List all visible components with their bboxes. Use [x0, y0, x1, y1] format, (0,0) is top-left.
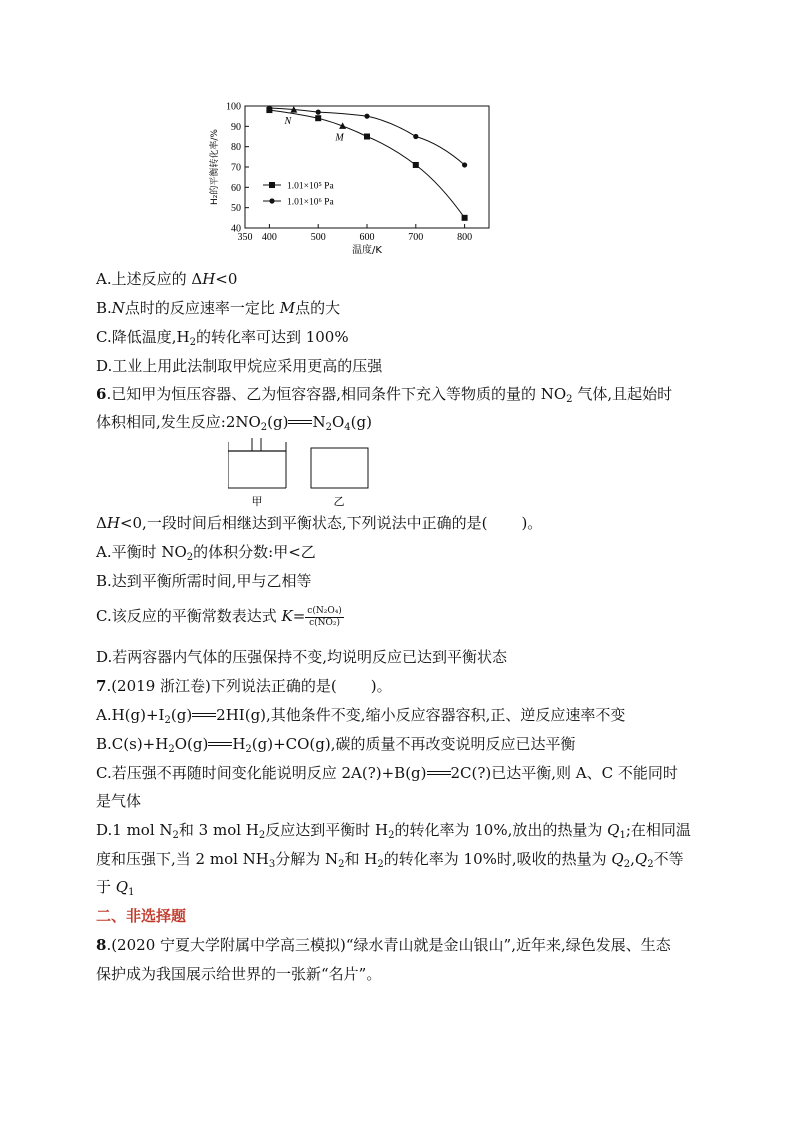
equilibrium-constant-fraction: $\frac{\text{c(N₂O₄)}}{\text{c(NO₂)}}$ [307, 605, 342, 628]
vessel-left-label: 甲 [251, 495, 263, 508]
conversion-chart [200, 98, 500, 263]
point-label: M [335, 132, 344, 144]
q7-option-d-line3: 于 $Q_1$ [96, 878, 135, 898]
q7-number: 7 [96, 677, 107, 695]
q6-stem-line3: ΔH<0,一段时间后相继达到平衡状态,下列说法中正确的是( )。 [96, 514, 543, 532]
y-tick-label: 70 [231, 162, 241, 174]
data-point [364, 114, 369, 119]
q6-number: 6 [96, 385, 107, 403]
x-tick-label: 400 [261, 232, 277, 243]
vessel-right-label: 乙 [333, 495, 345, 508]
legend-label: 1.01×10⁶ Pa [287, 197, 334, 208]
q7-option-d-line2: 度和压强下,当 2 mol $NH_3$分解为 $N_2$和 $H_2$的转化率为 10%时,吸收的热量为 $Q_2,Q_2$不等 [96, 850, 684, 870]
legend-marker [269, 198, 274, 203]
equilibrium-arrow-icon [288, 417, 312, 427]
data-point [316, 110, 321, 115]
data-point [462, 215, 468, 221]
x-tick-label: 350 [237, 232, 253, 243]
q7-option-d-line1: D.1 mol $N_2$和 3 mol $H_2$反应达到平衡时 $H_2$的转化率为 10%,放出的热量为 $Q_1$;在相同温 [96, 821, 691, 841]
y-axis-label: H₂的平衡转化率/% [210, 129, 220, 205]
legend-label: 1.01×10⁵ Pa [287, 181, 334, 192]
equilibrium-arrow-icon [427, 768, 451, 778]
q6-option-c: C.该反应的平衡常数表达式 K= $\frac{\text{c(N₂O₄)}}{\text{c(NO₂)}}$ [96, 605, 342, 628]
data-point [462, 162, 467, 167]
y-tick-label: 90 [231, 121, 241, 133]
q8-stem-line1: 8.(2020 宁夏大学附属中学高三模拟)“绿水青山就是金山银山”,近年来,绿色发展、生态 [96, 936, 671, 954]
equilibrium-arrow-icon [192, 710, 216, 720]
data-point [413, 162, 419, 168]
y-tick-label: 50 [231, 203, 241, 215]
vessel-constant-volume [311, 448, 368, 488]
vessel-constant-pressure [228, 438, 286, 488]
y-tick-label: 40 [231, 223, 241, 235]
q6-option-b: B.达到平衡所需时间,甲与乙相等 [96, 572, 312, 590]
x-axis-label: 温度/K [352, 245, 382, 256]
q7-option-b: $B.C(s)+H_2O(g)$ $H_2(g)+CO(g)$,碳的质量不再改变说明反应已达平衡 [96, 735, 576, 755]
q7-option-a: $A.H(g)+I_2(g)$ 2HI(g),其他条件不变,缩小反应容器容积,正、逆反应速率不变 [96, 706, 626, 726]
q8-stem-line2: 保护成为我国展示给世界的一张新“名片”。 [96, 965, 382, 983]
y-tick-label: 100 [226, 101, 241, 113]
q6-stem-line2: 体积相同,发生反应$:2NO_2(g)$ $N_2O_4(g)$ [96, 413, 372, 433]
container-figure [228, 438, 478, 510]
x-tick-label: 700 [408, 232, 424, 243]
equilibrium-arrow-icon [208, 739, 232, 749]
section-heading: 二、非选择题 [96, 907, 187, 925]
q8-number: 8 [96, 936, 107, 954]
x-tick-label: 600 [359, 232, 375, 243]
q5-option-c: C.降低温度$,H_2$的转化率可达到 100% [96, 328, 349, 348]
data-point [413, 134, 418, 139]
x-tick-label: 500 [310, 232, 326, 243]
point-label: N [284, 116, 292, 128]
q6-stem-line1: 6.已知甲为恒压容器、乙为恒容容器,相同条件下充入等物质的量的 $NO_2$ 气体,且起始时 [96, 385, 673, 405]
data-point [267, 105, 272, 110]
q7-stem: 7.(2019 浙江卷)下列说法正确的是( )。 [96, 677, 392, 695]
q5-option-a: A.上述反应的 ΔH<0 [96, 270, 238, 288]
q7-option-c-line2: 是气体 [96, 792, 142, 810]
q6-option-a: A.平衡时 $NO_2$的体积分数:甲<乙 [96, 543, 316, 563]
data-point [364, 134, 370, 140]
q5-option-d: D.工业上用此法制取甲烷应采用更高的压强 [96, 357, 383, 375]
x-tick-label: 800 [457, 232, 473, 243]
y-tick-label: 60 [231, 182, 241, 194]
q6-option-d: D.若两容器内气体的压强保持不变,均说明反应已达到平衡状态 [96, 648, 508, 666]
q7-option-c-line1: C.若压强不再随时间变化能说明反应 2A(?)+B(g) 2C(?)已达平衡,则 A、C 不能同时 [96, 764, 678, 782]
legend-marker [269, 182, 275, 188]
plot-frame [245, 106, 489, 228]
data-point [315, 115, 321, 121]
y-tick-label: 80 [231, 142, 241, 154]
q5-option-b: B.N点时的反应速率一定比 M点的大 [96, 299, 341, 317]
